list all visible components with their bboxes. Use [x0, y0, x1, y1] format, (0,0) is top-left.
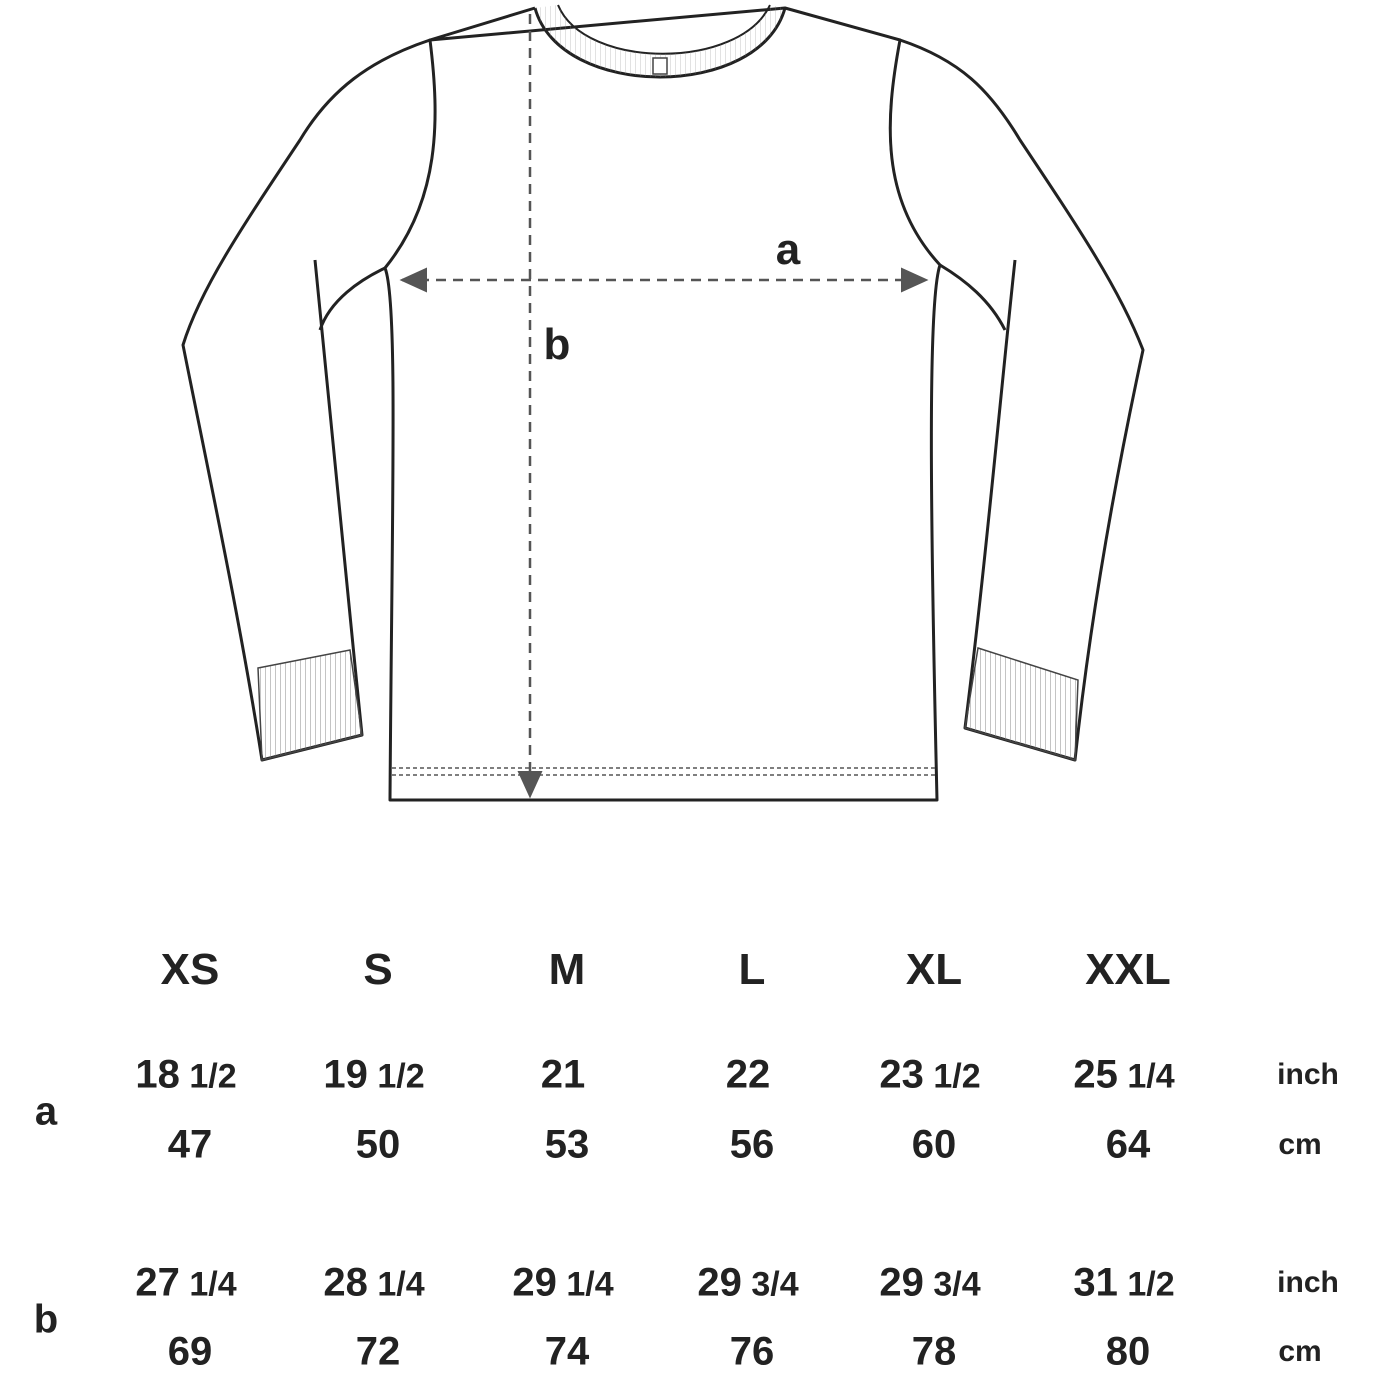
row-label-b: b: [33, 1297, 59, 1341]
size-header-xxl: XXL: [1085, 945, 1171, 994]
left-cuff: [258, 650, 362, 760]
unit-cm: cm: [1278, 1335, 1322, 1368]
cm-value: 53: [544, 1122, 590, 1167]
size-header-s: S: [363, 945, 393, 994]
unit-inch: inch: [1277, 1266, 1339, 1299]
inch-value: 29 1/4: [512, 1260, 614, 1305]
right-sleeve: [900, 40, 1143, 760]
cm-value: 76: [729, 1329, 775, 1374]
inch-value: 28 1/4: [323, 1260, 425, 1305]
left-armhole: [320, 268, 385, 330]
cm-value: 69: [167, 1329, 213, 1374]
inch-value: 29 3/4: [697, 1260, 799, 1305]
size-header-xl: XL: [905, 945, 963, 994]
right-cuff: [965, 648, 1078, 760]
dimension-b-label: b: [543, 320, 571, 369]
cm-value: 64: [1105, 1122, 1151, 1167]
cm-value: 56: [729, 1122, 775, 1167]
inch-value: 23 1/2: [879, 1052, 981, 1097]
unit-inch: inch: [1277, 1058, 1339, 1091]
cm-value: 47: [167, 1122, 213, 1167]
inch-value: 25 1/4: [1073, 1052, 1175, 1097]
cm-value: 60: [911, 1122, 957, 1167]
inch-value: 22: [725, 1052, 771, 1097]
row-label-a: a: [34, 1089, 58, 1134]
inch-value: 29 3/4: [879, 1260, 981, 1305]
inch-value: 19 1/2: [323, 1052, 425, 1097]
cm-value: 50: [355, 1122, 401, 1167]
inch-value: 21: [540, 1052, 586, 1097]
cm-value: 72: [355, 1329, 401, 1374]
dimension-a-label: a: [775, 225, 801, 274]
inch-value: 31 1/2: [1073, 1260, 1175, 1305]
right-armhole: [940, 265, 1005, 330]
size-header-l: L: [738, 945, 766, 994]
shirt-body: [385, 8, 940, 800]
inch-value: 18 1/2: [135, 1052, 237, 1097]
cm-value: 78: [911, 1329, 957, 1374]
label-tag: [653, 58, 667, 74]
size-header-xs: XS: [160, 945, 220, 994]
size-header-m: M: [548, 945, 586, 994]
unit-cm: cm: [1278, 1128, 1322, 1161]
cm-value: 80: [1105, 1329, 1151, 1374]
inch-value: 27 1/4: [135, 1260, 237, 1305]
cm-value: 74: [544, 1329, 590, 1374]
